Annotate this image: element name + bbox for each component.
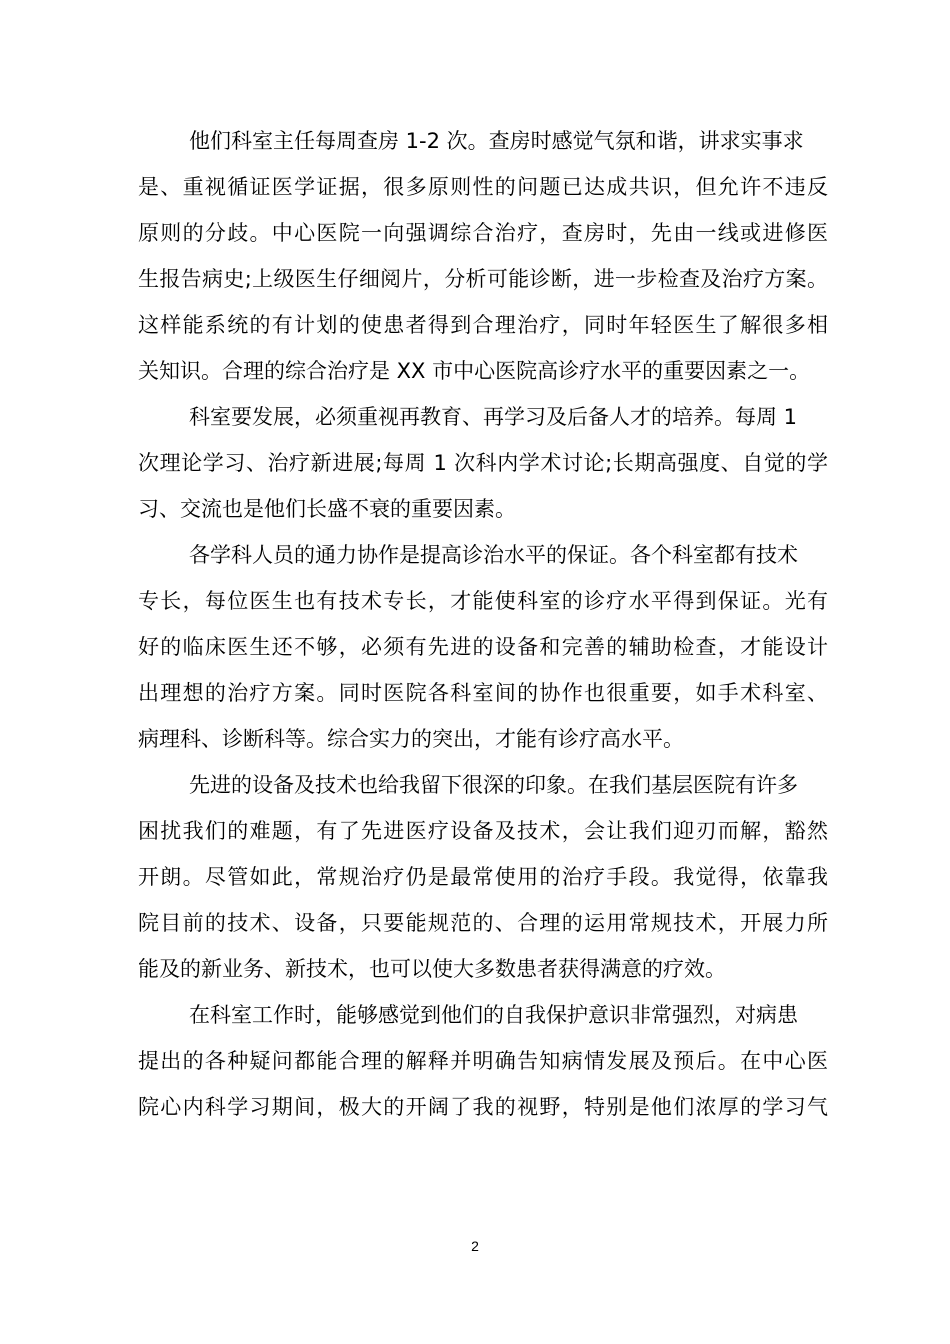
text-line: 习、交流也是他们长盛不衰的重要因素。: [138, 497, 516, 521]
text-line: 好的临床医生还不够，必须有先进的设备和完善的辅助检查，才能设计: [138, 635, 828, 659]
text-line: 这样能系统的有计划的使患者得到合理治疗，同时年轻医生了解很多相: [138, 313, 828, 337]
text-line: 他们科室主任每周查房 1-2 次。查房时感觉气氛和谐，讲求实事求: [189, 129, 804, 153]
text-line: 生报告病史;上级医生仔细阅片，分析可能诊断，进一步检查及治疗方案。: [138, 267, 828, 291]
text-line: 院心内科学习期间，极大的开阔了我的视野，特别是他们浓厚的学习气: [138, 1095, 828, 1119]
text-line: 困扰我们的难题，有了先进医疗设备及技术，会让我们迎刃而解，豁然: [138, 819, 828, 843]
page-number: 2: [471, 1238, 479, 1254]
text-line: 专长，每位医生也有技术专长，才能使科室的诊疗水平得到保证。光有: [138, 589, 828, 613]
text-line: 原则的分歧。中心医院一向强调综合治疗，查房时，先由一线或进修医: [138, 221, 828, 245]
text-line: 是、重视循证医学证据，很多原则性的问题已达成共识，但允许不违反: [138, 175, 828, 199]
text-line: 科室要发展，必须重视再教育、再学习及后备人才的培养。每周 1: [189, 405, 798, 429]
text-line: 先进的设备及技术也给我留下很深的印象。在我们基层医院有许多: [189, 773, 798, 797]
text-line: 病理科、诊断科等。综合实力的突出，才能有诊疗高水平。: [138, 727, 684, 751]
document-body: [138, 118, 828, 1130]
text-line: 出理想的治疗方案。同时医院各科室间的协作也很重要，如手术科室、: [138, 681, 828, 705]
text-line: 院目前的技术、设备，只要能规范的、合理的运用常规技术，开展力所: [138, 911, 828, 935]
text-line: 次理论学习、治疗新进展;每周 1 次科内学术讨论;长期高强度、自觉的学: [138, 451, 828, 475]
text-line: 能及的新业务、新技术，也可以使大多数患者获得满意的疗效。: [138, 957, 726, 981]
text-line: 开朗。尽管如此，常规治疗仍是最常使用的治疗手段。我觉得，依靠我: [138, 865, 828, 889]
text-line: 在科室工作时，能够感觉到他们的自我保护意识非常强烈，对病患: [189, 1003, 798, 1027]
text-line: 各学科人员的通力协作是提高诊治水平的保证。各个科室都有技术: [189, 543, 798, 567]
text-line: 提出的各种疑问都能合理的解释并明确告知病情发展及预后。在中心医: [138, 1049, 828, 1073]
text-line: 关知识。合理的综合治疗是 XX 市中心医院高诊疗水平的重要因素之一。: [138, 359, 811, 383]
